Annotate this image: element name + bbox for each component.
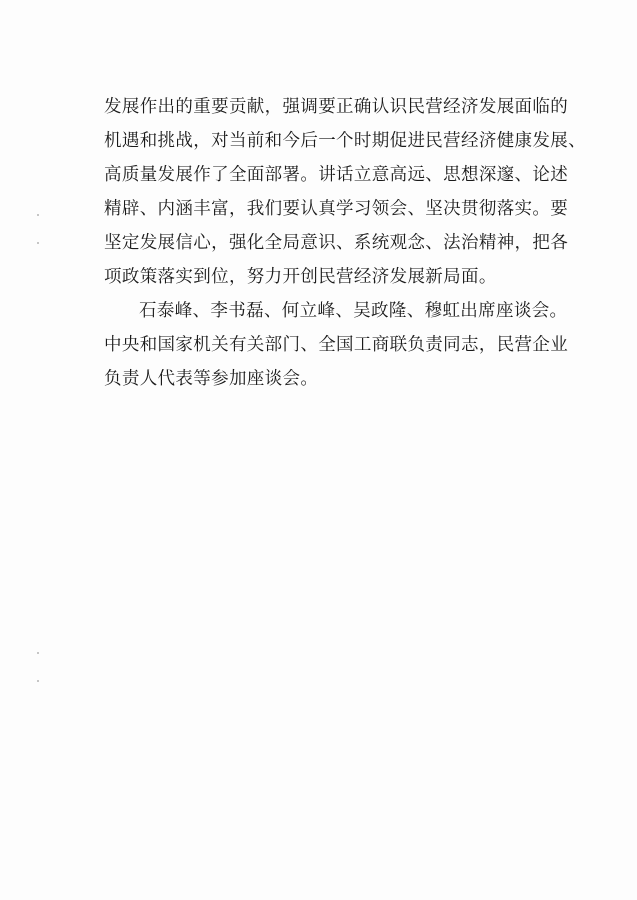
text-line: 坚定发展信心，强化全局意识、系统观念、法治精神，把各 <box>104 233 569 253</box>
paragraph <box>104 294 569 396</box>
binding-hole-mark <box>37 680 39 682</box>
binding-hole-mark <box>37 242 39 244</box>
binding-hole-mark <box>37 652 39 654</box>
text-line: 高质量发展作了全面部署。讲话立意高远、思想深邃、论述 <box>104 165 569 185</box>
text-line: 中央和国家机关有关部门、全国工商联负责同志，民营企业 <box>104 335 569 355</box>
text-line: 负责人代表等参加座谈会。 <box>104 369 319 389</box>
body-text <box>104 90 586 396</box>
binding-hole-mark <box>37 214 39 216</box>
text-line: 发展作出的重要贡献，强调要正确认识民营经济发展面临的 <box>104 97 569 117</box>
text-line: 石泰峰、李书磊、何立峰、吴政隆、穆虹出席座谈会。 <box>139 301 568 321</box>
text-line: 精辟、内涵丰富，我们要认真学习领会、坚决贯彻落实。要 <box>104 199 569 219</box>
text-line: 项政策落实到位，努力开创民营经济发展新局面。 <box>104 267 497 287</box>
text-line: 机遇和挑战，对当前和今后一个时期促进民营经济健康发展、 <box>104 131 586 151</box>
paragraph <box>104 90 586 294</box>
